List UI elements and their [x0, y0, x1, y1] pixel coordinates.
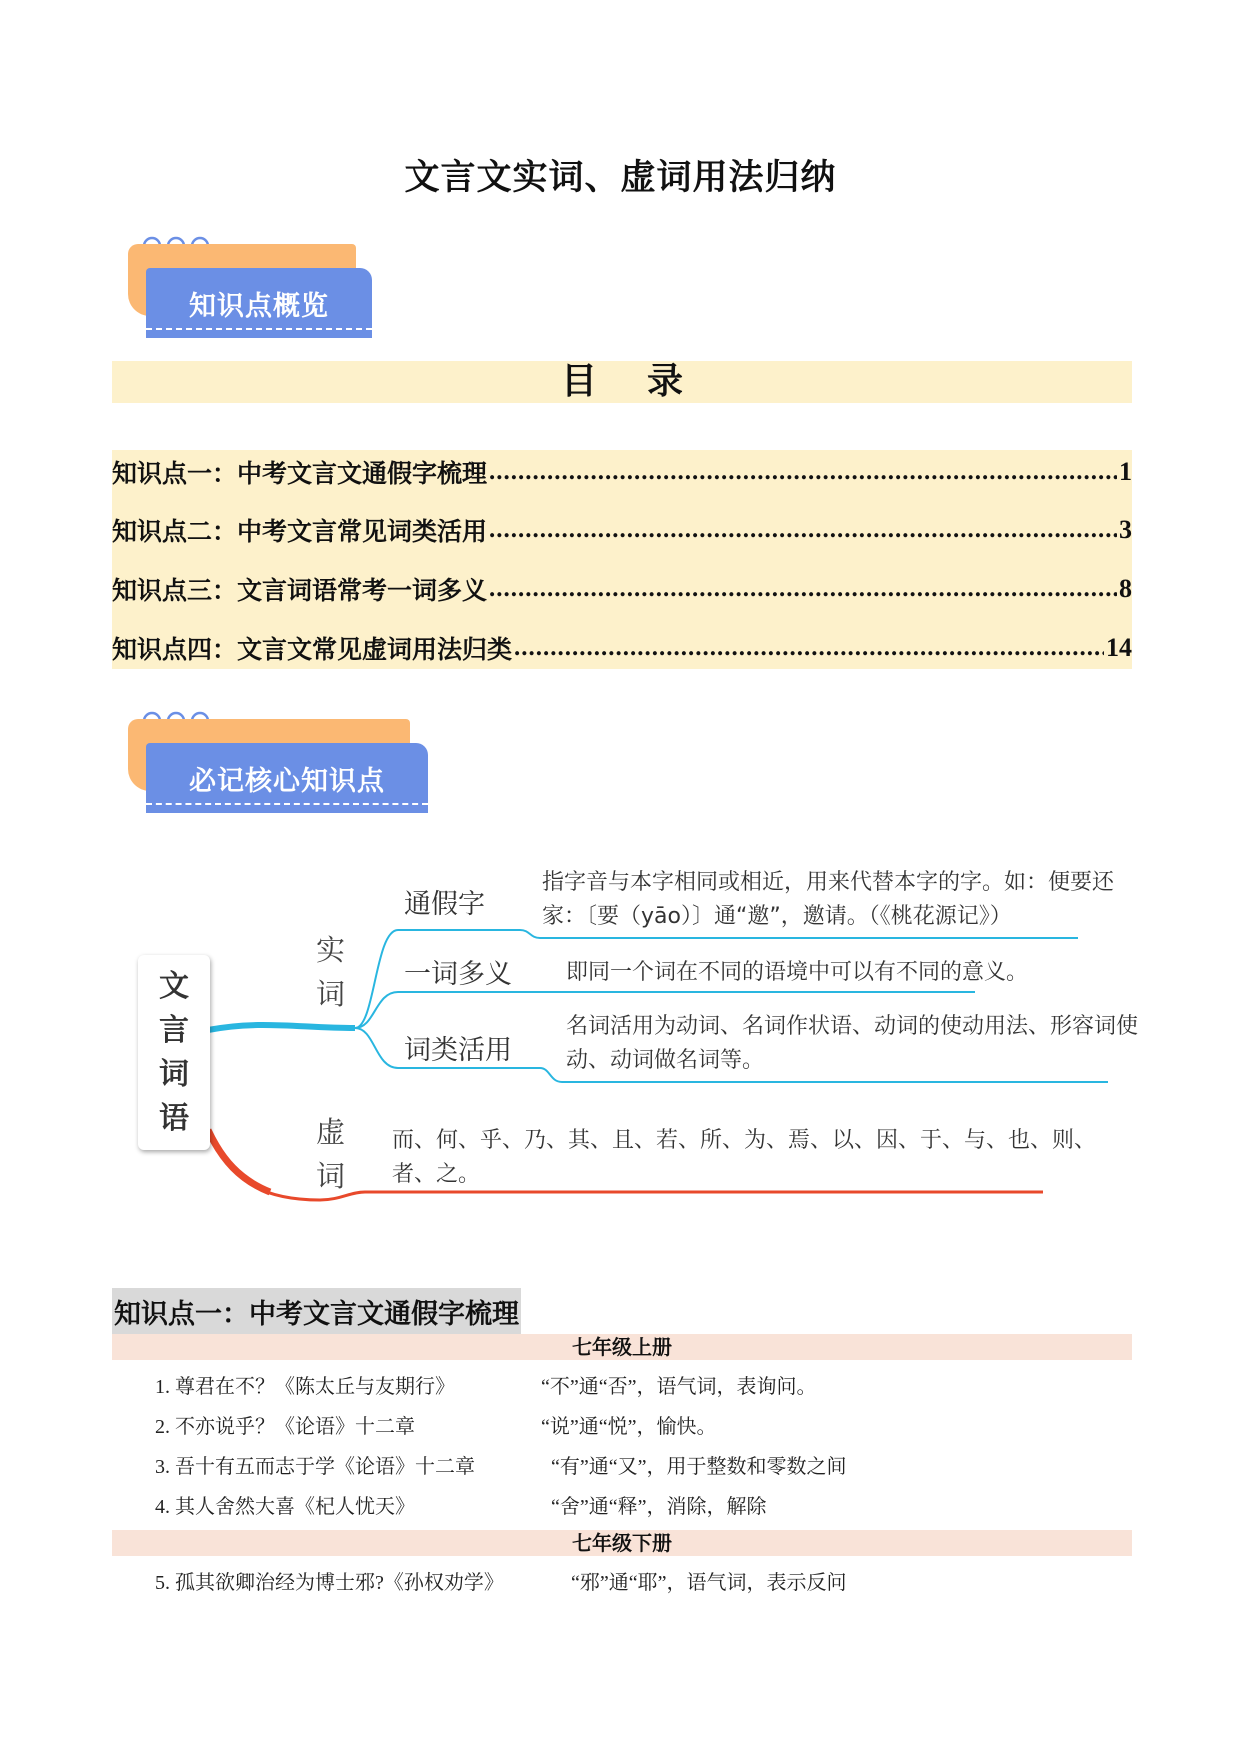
branch-shici-char1: 实 [316, 933, 346, 967]
desc-xuci-line1: 而、何、乎、乃、其、且、若、所、为、焉、以、因、于、与、也、则、 [392, 1128, 1097, 1153]
section-heading: 知识点一：中考文言文通假字梳理 [112, 1288, 521, 1335]
table-of-contents [112, 450, 1132, 669]
node-cileihuoyong: 词类活用 [404, 1035, 512, 1066]
list-item [155, 1370, 817, 1399]
section-badge-overview [128, 230, 388, 345]
desc-yicidouyi: 即同一个词在不同的语境中可以有不同的意义。 [566, 960, 1029, 985]
toc-heading: 目录 [112, 361, 1132, 403]
list-item [155, 1490, 767, 1519]
node-tongjiazi: 通假字 [404, 889, 485, 920]
desc-tongjiazi-line2: 家：〔要（yāo）〕通“邀”，邀请。（《桃花源记》） [542, 904, 1012, 929]
entry-text: 5. 孤其欲卿治经为博士邪?《孙权劝学》 [155, 1572, 504, 1594]
entry-text: 4. 其人舍然大喜《杞人忧天》 [155, 1496, 415, 1518]
toc-leader-dots [489, 575, 1117, 603]
list-item [155, 1566, 847, 1595]
mind-map [0, 860, 1241, 1220]
list-item [155, 1410, 717, 1439]
desc-cileihuoyong-line2: 动、动词做名词等。 [566, 1048, 765, 1073]
entry-note: “说”通“悦”，愉快。 [541, 1416, 717, 1438]
connector-shici [208, 1025, 355, 1030]
root-char: 言 [159, 1012, 189, 1048]
root-char: 语 [159, 1100, 189, 1136]
toc-item-page: 14 [1106, 633, 1132, 662]
branch-xuci-char1: 虚 [316, 1115, 346, 1149]
toc-item[interactable] [112, 450, 1132, 494]
grade-header: 七年级上册 [112, 1334, 1132, 1360]
mind-map-root [138, 955, 210, 1150]
toc-item-label: 知识点三：文言词语常考一词多义 [112, 576, 488, 605]
desc-cileihuoyong-line1: 名词活用为动词、名词作状语、动词的使动用法、形容词使 [566, 1014, 1139, 1039]
entry-note: “有”通“又”，用于整数和零数之间 [551, 1456, 847, 1478]
toc-item[interactable] [112, 626, 1132, 670]
toc-leader-dots [489, 458, 1117, 486]
entry-note: “不”通“否”，语气词，表询问。 [541, 1376, 817, 1398]
toc-item-page: 1 [1119, 457, 1132, 486]
toc-item-label: 知识点一：中考文言文通假字梳理 [112, 459, 488, 488]
connector-xuci-thick [208, 1130, 270, 1192]
desc-xuci-line2: 者、之。 [392, 1162, 481, 1187]
entry-text: 1. 尊君在不？《陈太丘与友期行》 [155, 1376, 455, 1398]
grade-header: 七年级下册 [112, 1530, 1132, 1556]
entry-note: “舍”通“释”，消除，解除 [551, 1496, 767, 1518]
entry-text: 2. 不亦说乎？《论语》十二章 [155, 1416, 415, 1438]
toc-leader-dots [514, 634, 1104, 662]
toc-item-page: 3 [1119, 515, 1132, 544]
badge-label: 知识点概览 [146, 268, 372, 338]
entry-note: “邪”通“耶”，语气词，表示反问 [571, 1572, 847, 1594]
root-char: 文 [159, 968, 189, 1004]
desc-tongjiazi-line1: 指字音与本字相同或相近，用来代替本字的字。如：便要还 [542, 870, 1115, 895]
branch-shici-char2: 词 [316, 977, 346, 1011]
root-char: 词 [159, 1056, 189, 1092]
list-item [155, 1450, 847, 1479]
toc-leader-dots [489, 516, 1117, 544]
page-title: 文言文实词、虚词用法归纳 [404, 158, 837, 198]
toc-item[interactable] [112, 508, 1132, 552]
entry-text: 3. 吾十有五而志于学《论语》十二章 [155, 1456, 475, 1478]
toc-item[interactable] [112, 567, 1132, 611]
toc-item-label: 知识点四：文言文常见虚词用法归类 [112, 635, 513, 664]
toc-item-label: 知识点二：中考文言常见词类活用 [112, 517, 488, 546]
node-yicidouyi: 一词多义 [404, 959, 512, 990]
toc-item-page: 8 [1119, 574, 1132, 603]
badge-label: 必记核心知识点 [146, 743, 428, 813]
branch-xuci-char2: 词 [316, 1159, 346, 1193]
section-badge-core [128, 705, 448, 820]
